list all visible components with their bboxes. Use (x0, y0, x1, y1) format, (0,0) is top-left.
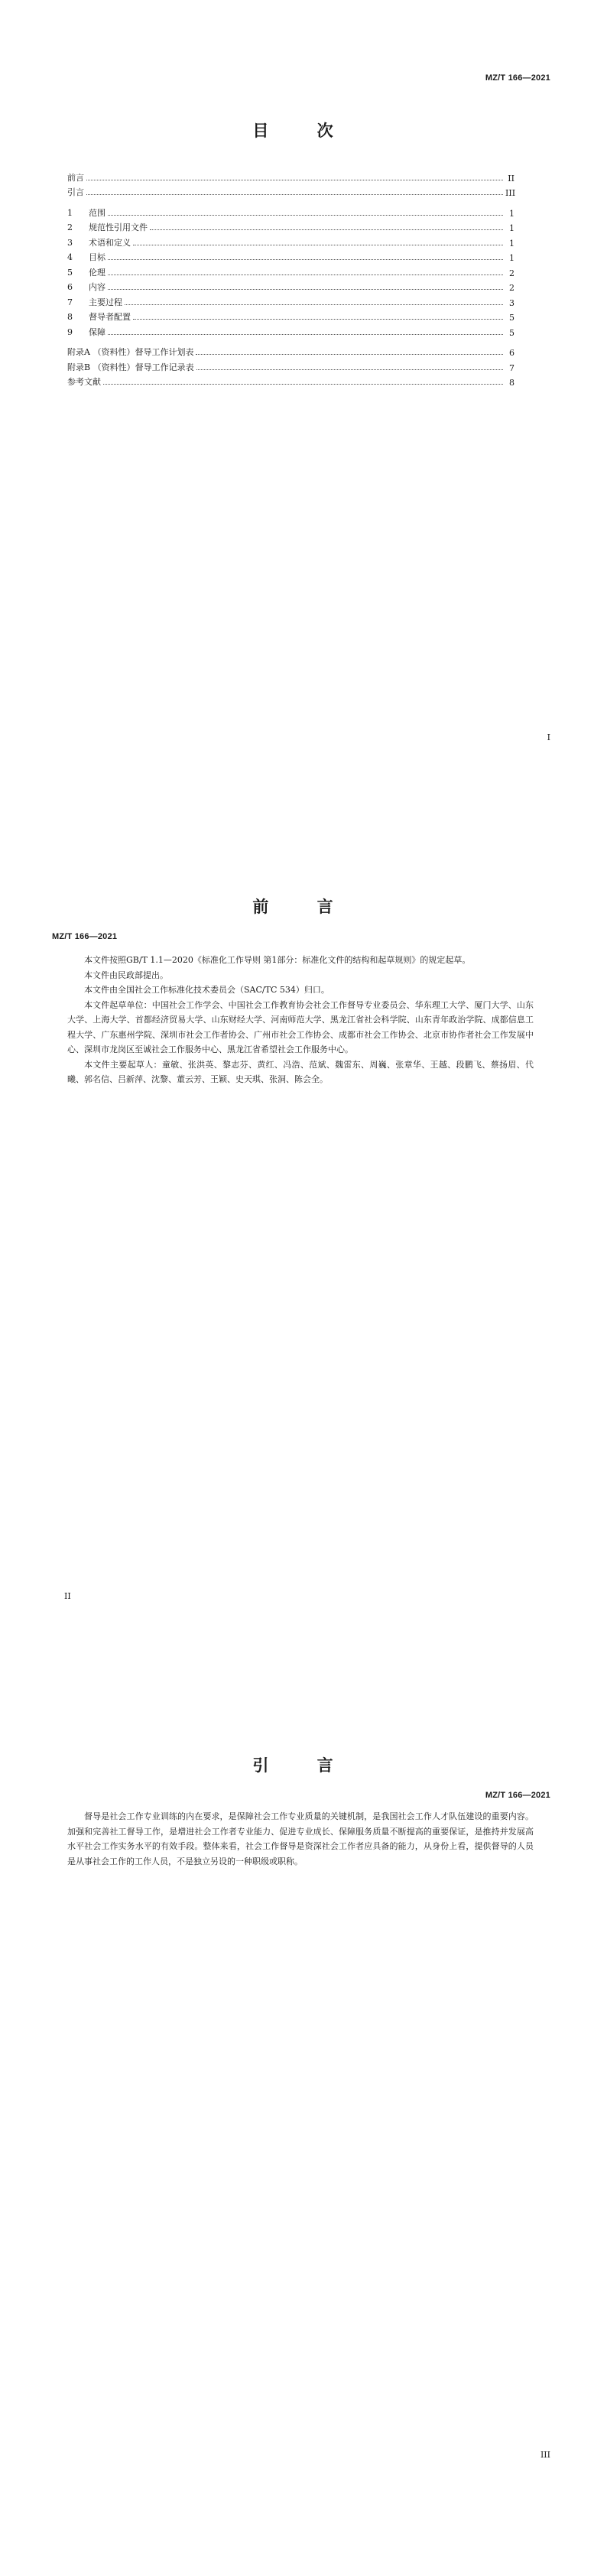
introduction-page (0, 1717, 607, 2576)
toc-entry-page: II (508, 173, 514, 184)
toc-leader-dots (196, 354, 503, 355)
toc-entry-number: 1 (67, 207, 73, 218)
toc-entry-number: 3 (67, 237, 73, 248)
toc-spacer (67, 198, 514, 203)
toc-entry[interactable] (67, 343, 514, 359)
toc-entry[interactable] (67, 203, 514, 219)
toc-entry[interactable] (67, 293, 514, 308)
toc-entry-label (67, 251, 105, 263)
paragraph: 本文件起草单位：中国社会工作学会、中国社会工作教育协会社会工作督导专业委员会、华东理工大学、厦门大学、山东大学、上海大学、首都经济贸易大学、山东财经大学、河南师范大学、黑龙江省社会科学院、山东青年政治学院、成都信息工程大学、广东惠州学院、深圳市社会工作者协会、广州市社会工作协会、成都市社会工作协会、北京市协作者社会工作发展中心、深圳市龙岗区至诚社会工作服务中心、黑龙江省希望社会工作服务中心。 (67, 999, 534, 1054)
toc-entry-number: 6 (67, 282, 73, 292)
toc-entry-number: 2 (67, 223, 73, 232)
page-number: III (540, 2450, 550, 2460)
toc-entry-page: 8 (509, 378, 514, 388)
toc-entry-label (67, 310, 131, 323)
toc-entry-page: 5 (509, 313, 514, 323)
toc-entry[interactable] (67, 263, 514, 278)
toc-entry-label (67, 296, 122, 308)
page-title: 前 言 (252, 898, 355, 916)
toc-entry-page: 2 (509, 283, 514, 293)
introduction-body (67, 1809, 534, 1869)
toc-entry-page: 3 (509, 297, 514, 308)
table-of-contents (67, 168, 514, 388)
toc-entry-number: 4 (67, 252, 73, 262)
toc-entry[interactable] (67, 168, 514, 184)
page-title: 引 言 (252, 1756, 355, 1775)
toc-entry-text: 引言 (67, 187, 84, 197)
toc-leader-dots (150, 229, 503, 230)
toc-entry[interactable] (67, 233, 514, 249)
toc-leader-dots (196, 369, 503, 370)
paragraph: 督导是社会工作专业训练的内在要求，是保障社会工作专业质量的关键机制，是我国社会工作人才队伍建设的重要内容。加强和完善社工督导工作，是增进社会工作者专业能力、促进专业成长、保障服务质量不断提高的重要保证，是推持并发展高水平社会工作实务水平的有效手段。整体来看，社会工作督导是资深社会工作者应具备的能力，从身份上看，提供督导的人员是从事社会工作的工作人员，不是独立另设的一种职级或职称。 (67, 1811, 534, 1866)
standard-code: MZ/T 166—2021 (485, 73, 550, 83)
toc-entry-label (67, 206, 105, 219)
toc-entry-text: 附录A （资料性）督导工作计划表 (67, 347, 194, 357)
toc-entry-text: 术语和定义 (89, 237, 131, 248)
toc-leader-dots (108, 289, 503, 290)
toc-entry[interactable] (67, 184, 514, 199)
toc-entry-number: 5 (67, 267, 73, 278)
foreword-page (0, 859, 607, 1717)
toc-entry-text: 前言 (67, 172, 84, 183)
paragraph: 本文件主要起草人：童敏、张洪英、黎志芬、黄红、冯浩、范斌、魏雷东、周巍、张章华、王越、段鹏飞、蔡扬眉、代曦、郭名信、吕新萍、沈黎、董云芳、王颖、史天琪、张洞、陈会全。 (67, 1059, 534, 1084)
toc-entry-text: 主要过程 (89, 297, 122, 307)
toc-entry-label (67, 266, 105, 278)
toc-leader-dots (108, 259, 503, 260)
toc-entry-page: 2 (509, 268, 514, 278)
toc-entry-page: 1 (509, 208, 514, 219)
toc-entry-text: 目标 (89, 252, 105, 262)
standard-code: MZ/T 166—2021 (485, 1791, 550, 1800)
toc-entry-text: 伦理 (89, 267, 105, 278)
toc-entry-number: 8 (67, 312, 73, 322)
page-number: I (547, 733, 550, 742)
toc-entry-text: 附录B （资料性）督导工作记录表 (67, 362, 194, 372)
toc-entry[interactable] (67, 278, 514, 294)
toc-entry-page: 1 (509, 253, 514, 263)
toc-entry-label (67, 236, 131, 249)
toc-leader-dots (103, 384, 503, 385)
paragraph: 本文件按照GB/T 1.1—2020《标准化工作导则 第1部分：标准化文件的结构和起草规则》的规定起草。 (84, 955, 471, 965)
paragraph: 本文件由全国社会工作标准化技术委员会（SAC/TC 534）归口。 (84, 985, 329, 995)
toc-entry[interactable] (67, 249, 514, 264)
toc-leader-dots (86, 194, 503, 195)
toc-entry-label (67, 346, 193, 358)
toc-entry-text: 参考文献 (67, 377, 101, 387)
toc-entry-text: 督导者配置 (89, 312, 131, 322)
toc-entry-page: 1 (509, 238, 514, 249)
toc-entry-label (67, 281, 105, 293)
toc-entry-label (67, 171, 84, 184)
toc-entry-label (67, 375, 101, 388)
toc-entry-label (67, 326, 105, 338)
standard-code: MZ/T 166—2021 (52, 932, 118, 941)
toc-entry-label (67, 221, 148, 233)
toc-spacer (67, 338, 514, 343)
toc-entry-label (67, 361, 194, 373)
toc-leader-dots (108, 274, 503, 275)
toc-leader-dots (133, 319, 503, 320)
toc-entry-text: 保障 (89, 326, 105, 337)
toc-page (0, 0, 607, 859)
toc-leader-dots (125, 304, 503, 305)
toc-entry-page: 6 (509, 348, 514, 358)
toc-entry[interactable] (67, 308, 514, 323)
toc-entry-page: 5 (509, 327, 514, 338)
toc-entry-page: 7 (509, 362, 514, 373)
foreword-body (67, 953, 534, 1087)
toc-entry-text: 范围 (89, 207, 105, 218)
toc-entry[interactable] (67, 219, 514, 234)
page-number: II (64, 1591, 71, 1601)
paragraph: 本文件由民政部提出。 (84, 970, 168, 980)
toc-leader-dots (108, 334, 503, 335)
toc-entry-page: III (505, 188, 516, 198)
toc-entry-text: 规范性引用文件 (89, 223, 148, 232)
toc-entry-number: 7 (67, 297, 73, 307)
toc-entry[interactable] (67, 323, 514, 338)
toc-entry-number: 9 (67, 326, 73, 337)
page-title: 目 次 (252, 122, 355, 140)
toc-entry[interactable] (67, 358, 514, 373)
toc-entry-text: 内容 (89, 282, 105, 292)
toc-entry[interactable] (67, 373, 514, 388)
toc-entry-label (67, 186, 84, 198)
toc-entry-page: 1 (509, 223, 514, 233)
toc-leader-dots (108, 215, 503, 216)
